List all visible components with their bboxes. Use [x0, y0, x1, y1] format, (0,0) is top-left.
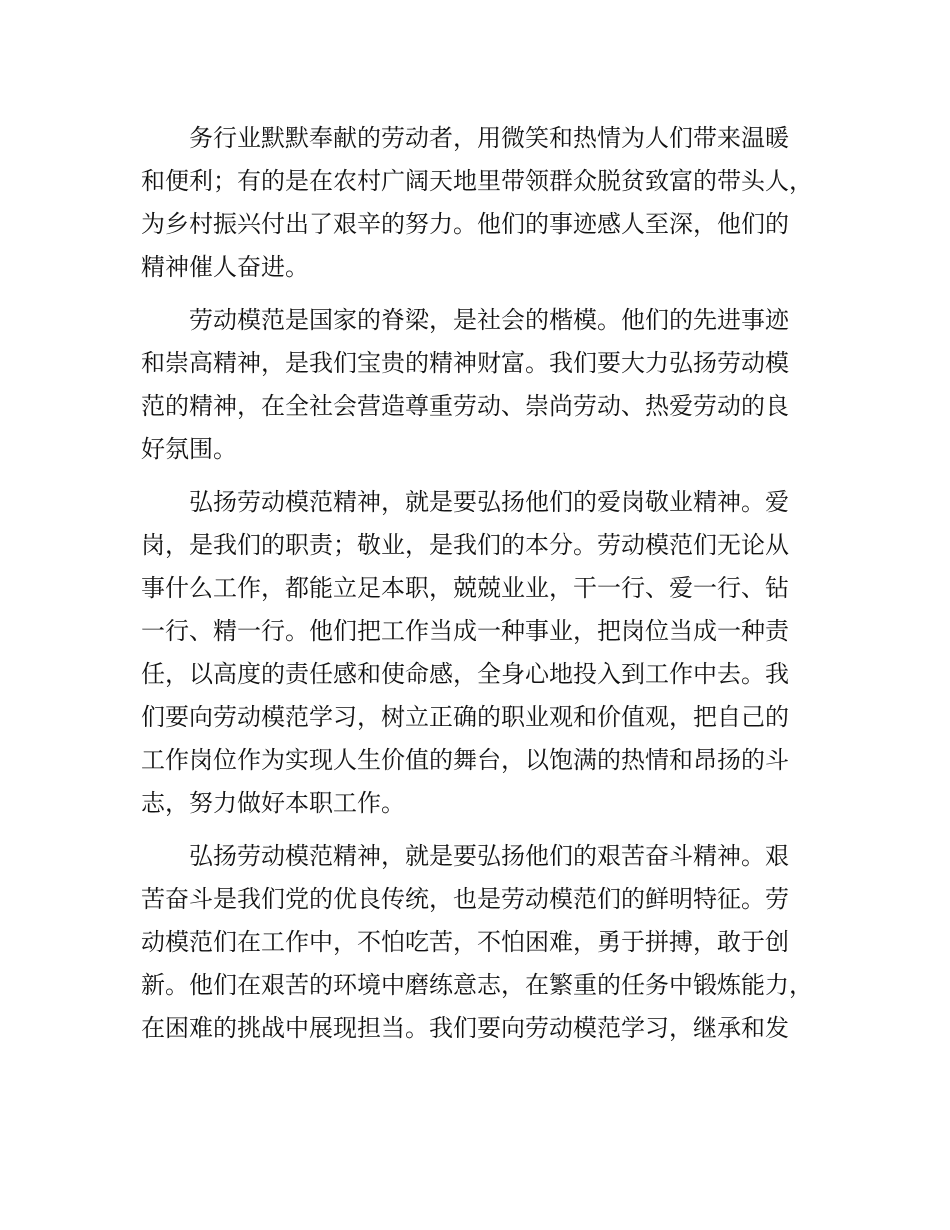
- text-line: 动模范们在工作中，不怕吃苦，不怕困难，勇于拼搏，敢于创: [141, 928, 789, 956]
- paragraph-1: [141, 117, 821, 289]
- text-line: 一行、精一行。他们把工作当成一种事业，把岗位当成一种责: [141, 617, 789, 645]
- text-line: 和便利；有的是在农村广阔天地里带领群众脱贫致富的带头人，: [141, 167, 813, 195]
- paragraph-3: [141, 481, 821, 825]
- text-line: 工作岗位作为实现人生价值的舞台，以饱满的热情和昂扬的斗: [141, 746, 789, 774]
- text-line: 志，努力做好本职工作。: [141, 789, 405, 817]
- text-line: 们要向劳动模范学习，树立正确的职业观和价值观，把自己的: [141, 703, 789, 731]
- text-line: 在困难的挑战中展现担当。我们要向劳动模范学习，继承和发: [141, 1014, 789, 1042]
- text-line: 务行业默默奉献的劳动者，用微笑和热情为人们带来温暖: [189, 124, 789, 152]
- text-line: 和崇高精神，是我们宝贵的精神财富。我们要大力弘扬劳动模: [141, 349, 789, 377]
- text-line: 岗，是我们的职责；敬业，是我们的本分。劳动模范们无论从: [141, 531, 789, 559]
- text-line: 苦奋斗是我们党的优良传统，也是劳动模范们的鲜明特征。劳: [141, 885, 789, 913]
- text-line: 事什么工作，都能立足本职，兢兢业业，干一行、爱一行、钻: [141, 574, 789, 602]
- document-body: [141, 117, 821, 1060]
- text-line: 新。他们在艰苦的环境中磨练意志，在繁重的任务中锻炼能力，: [141, 971, 813, 999]
- text-line: 弘扬劳动模范精神，就是要弘扬他们的爱岗敬业精神。爱: [189, 488, 789, 516]
- text-line: 任，以高度的责任感和使命感，全身心地投入到工作中去。我: [141, 660, 789, 688]
- text-line: 劳动模范是国家的脊梁，是社会的楷模。他们的先进事迹: [189, 306, 789, 334]
- text-line: 精神催人奋进。: [141, 253, 309, 281]
- text-line: 弘扬劳动模范精神，就是要弘扬他们的艰苦奋斗精神。艰: [189, 842, 789, 870]
- paragraph-4: [141, 835, 821, 1050]
- paragraph-2: [141, 299, 821, 471]
- text-line: 好氛围。: [141, 435, 237, 463]
- text-line: 范的精神，在全社会营造尊重劳动、崇尚劳动、热爱劳动的良: [141, 392, 789, 420]
- text-line: 为乡村振兴付出了艰辛的努力。他们的事迹感人至深，他们的: [141, 210, 789, 238]
